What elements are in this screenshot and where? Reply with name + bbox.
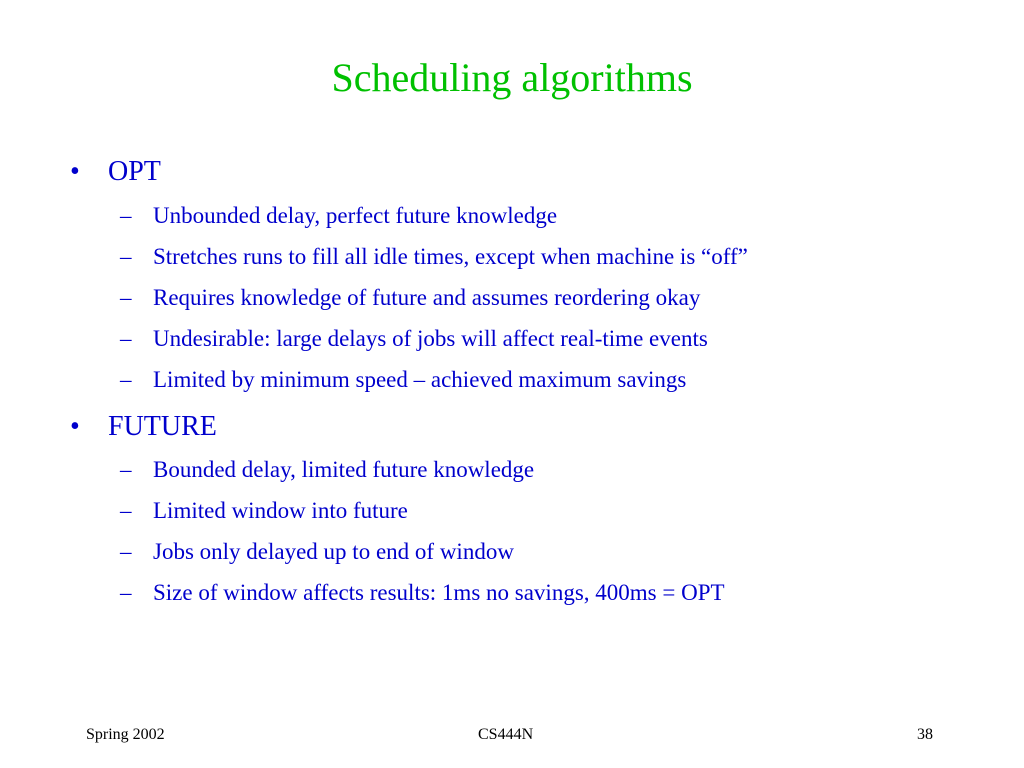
sub-marker: –: [120, 498, 132, 523]
bullet-marker: •: [70, 156, 80, 187]
sub-item-text: Size of window affects results: 1ms no savings, 400ms = OPT: [153, 580, 725, 605]
sub-marker: –: [120, 326, 132, 351]
sub-item: [120, 324, 708, 354]
sub-item-text: Stretches runs to fill all idle times, except when machine is “off”: [153, 244, 748, 269]
sub-item: [120, 455, 534, 485]
sub-item: [120, 496, 408, 526]
sub-item-text: Limited by minimum speed – achieved maximum savings: [153, 367, 687, 392]
sub-marker: –: [120, 285, 132, 310]
sub-item-text: Limited window into future: [153, 498, 408, 523]
sub-marker: –: [120, 457, 132, 482]
sub-item-text: Bounded delay, limited future knowledge: [153, 457, 535, 482]
sub-item: [120, 578, 725, 608]
sub-marker: –: [120, 203, 132, 228]
sub-item: [120, 537, 514, 567]
sub-marker: –: [120, 539, 132, 564]
footer-center: CS444N: [478, 726, 534, 743]
footer-page-number: 38: [917, 726, 933, 743]
sub-marker: –: [120, 367, 132, 392]
sub-item-text: Jobs only delayed up to end of window: [153, 539, 514, 564]
bullet-opt: [70, 154, 161, 190]
bullet-marker: •: [70, 411, 80, 442]
sub-item-text: Undesirable: large delays of jobs will affect real-time events: [153, 326, 708, 351]
sub-item: [120, 201, 557, 231]
bullet-future: [70, 409, 217, 445]
sub-item: [120, 365, 686, 395]
sub-item-text: Requires knowledge of future and assumes reordering okay: [153, 285, 701, 310]
sub-item-text: Unbounded delay, perfect future knowledge: [153, 203, 558, 228]
bullet-heading: FUTURE: [108, 411, 217, 442]
bullet-heading: OPT: [108, 156, 161, 187]
sub-marker: –: [120, 244, 132, 269]
sub-marker: –: [120, 580, 132, 605]
sub-item: [120, 242, 748, 272]
slide-title: Scheduling algorithms: [331, 55, 693, 100]
footer-left: Spring 2002: [86, 726, 165, 743]
sub-item: [120, 283, 700, 313]
